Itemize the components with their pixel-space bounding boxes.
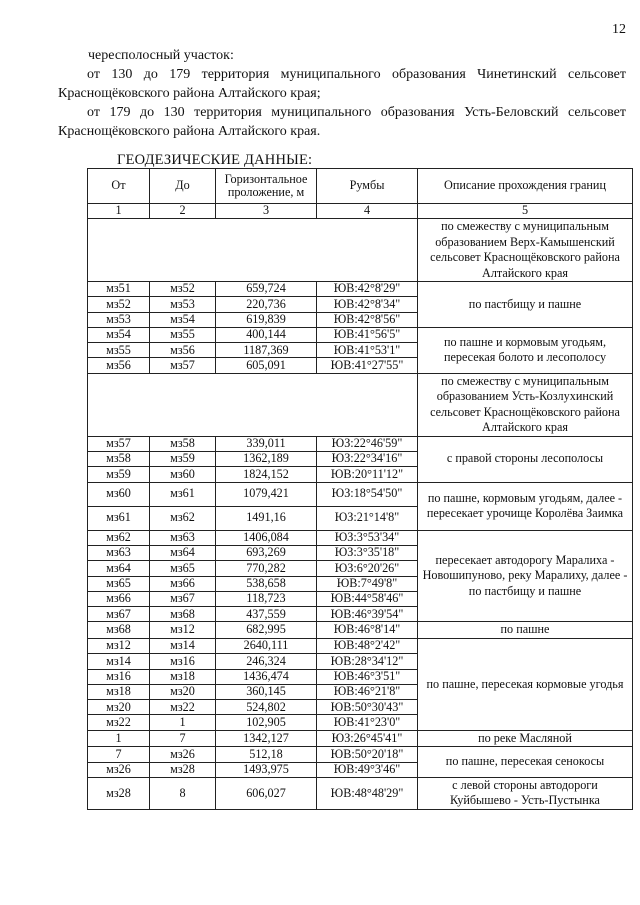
length-cell: 102,905 [216, 715, 317, 730]
from-cell: мз61 [88, 506, 150, 530]
table-row [88, 622, 633, 639]
blank-cell [88, 373, 418, 436]
blank-cell [88, 219, 418, 282]
bearing-cell: ЮВ:42°8'29" [317, 282, 418, 297]
to-cell: мз66 [150, 576, 216, 591]
to-cell: мз62 [150, 506, 216, 530]
to-cell: 7 [150, 730, 216, 747]
length-cell: 682,995 [216, 622, 317, 639]
length-cell: 1436,474 [216, 669, 317, 684]
length-cell: 246,324 [216, 654, 317, 669]
bearing-cell: ЮЗ:22°34'16" [317, 452, 418, 467]
description-cell: по пашне, пересекая кормовые угодья [418, 638, 633, 730]
length-cell: 659,724 [216, 282, 317, 297]
to-cell: мз67 [150, 591, 216, 606]
length-cell: 220,736 [216, 297, 317, 312]
length-cell: 538,658 [216, 576, 317, 591]
description-cell: по пастбищу и пашне [418, 282, 633, 328]
neighbor-row [88, 373, 633, 436]
from-cell: мз64 [88, 561, 150, 576]
bearing-cell: ЮВ:20°11'12" [317, 467, 418, 482]
table-row [88, 530, 633, 545]
bearing-cell: ЮВ:50°30'43" [317, 700, 418, 715]
bearing-cell: ЮВ:46°21'8" [317, 684, 418, 699]
from-cell: мз67 [88, 607, 150, 622]
to-cell: мз60 [150, 467, 216, 482]
from-cell: мз68 [88, 622, 150, 639]
from-cell: мз56 [88, 358, 150, 373]
header-row [88, 169, 633, 204]
column-number: 3 [216, 204, 317, 219]
header-from: От [88, 169, 150, 204]
length-cell: 770,282 [216, 561, 317, 576]
to-cell: мз18 [150, 669, 216, 684]
bearing-cell: ЮВ:50°20'18" [317, 747, 418, 762]
length-cell: 339,011 [216, 436, 317, 451]
length-cell: 400,144 [216, 327, 317, 342]
from-cell: мз63 [88, 545, 150, 560]
to-cell: мз16 [150, 654, 216, 669]
to-cell: мз53 [150, 297, 216, 312]
intro-paragraph: от 130 до 179 территория муниципального образования Чинетинский сельсовет Краснощёковского района Алтайского края; [58, 67, 626, 101]
to-cell: 1 [150, 715, 216, 730]
from-cell: мз26 [88, 762, 150, 777]
bearing-cell: ЮВ:28°34'12" [317, 654, 418, 669]
from-cell: мз28 [88, 777, 150, 809]
bearing-cell: ЮВ:42°8'34" [317, 297, 418, 312]
bearing-cell: ЮВ:7°49'8" [317, 576, 418, 591]
column-number: 1 [88, 204, 150, 219]
from-cell: мз52 [88, 297, 150, 312]
bearing-cell: ЮЗ:3°53'34" [317, 530, 418, 545]
description-cell: с правой стороны лесополосы [418, 436, 633, 482]
from-cell: мз66 [88, 591, 150, 606]
bearing-cell: ЮЗ:6°20'26" [317, 561, 418, 576]
from-cell: мз16 [88, 669, 150, 684]
length-cell: 118,723 [216, 591, 317, 606]
column-number: 2 [150, 204, 216, 219]
length-cell: 512,18 [216, 747, 317, 762]
from-cell: мз18 [88, 684, 150, 699]
bearing-cell: ЮЗ:3°35'18" [317, 545, 418, 560]
length-cell: 1079,421 [216, 482, 317, 506]
length-cell: 693,269 [216, 545, 317, 560]
description-cell: по смежеству с муниципальным образованием Усть-Козлухинский сельсовет Краснощёковского района Алтайского края [418, 373, 633, 436]
length-cell: 1406,084 [216, 530, 317, 545]
header-length: Горизонтальное проложение, м [216, 169, 317, 204]
bearing-cell: ЮЗ:18°54'50" [317, 482, 418, 506]
table-row [88, 747, 633, 762]
to-cell: мз26 [150, 747, 216, 762]
bearing-cell: ЮВ:41°53'1" [317, 343, 418, 358]
from-cell: мз57 [88, 436, 150, 451]
to-cell: мз54 [150, 312, 216, 327]
from-cell: мз60 [88, 482, 150, 506]
length-cell: 1187,369 [216, 343, 317, 358]
bearing-cell: ЮВ:44°58'46" [317, 591, 418, 606]
table-row [88, 482, 633, 506]
intro-paragraph: от 179 до 130 территория муниципального образования Усть-Беловский сельсовет Краснощёковского района Алтайского края. [58, 105, 626, 139]
to-cell: мз59 [150, 452, 216, 467]
table-row [88, 638, 633, 653]
from-cell: мз62 [88, 530, 150, 545]
description-cell: по смежеству с муниципальным образованием Верх-Камышенский сельсовет Краснощёковского района Алтайского края [418, 219, 633, 282]
description-cell: по пашне и кормовым угодьям, пересекая болото и лесополосу [418, 327, 633, 373]
to-cell: мз61 [150, 482, 216, 506]
section-title: ГЕОДЕЗИЧЕСКИЕ ДАННЫЕ: [117, 152, 313, 168]
to-cell: мз58 [150, 436, 216, 451]
bearing-cell: ЮЗ:21°14'8" [317, 506, 418, 530]
bearing-cell: ЮВ:49°3'46" [317, 762, 418, 777]
column-number: 4 [317, 204, 418, 219]
bearing-cell: ЮВ:46°8'14" [317, 622, 418, 639]
table-row [88, 436, 633, 451]
description-cell: по пашне, кормовым угодьям, далее - пересекает урочище Королёва Заимка [418, 482, 633, 530]
from-cell: 7 [88, 747, 150, 762]
from-cell: мз65 [88, 576, 150, 591]
from-cell: мз54 [88, 327, 150, 342]
table-row [88, 282, 633, 297]
to-cell: мз63 [150, 530, 216, 545]
from-cell: 1 [88, 730, 150, 747]
from-cell: мз20 [88, 700, 150, 715]
from-cell: мз55 [88, 343, 150, 358]
from-cell: мз12 [88, 638, 150, 653]
header-bearing: Румбы [317, 169, 418, 204]
bearing-cell: ЮВ:46°3'51" [317, 669, 418, 684]
to-cell: мз56 [150, 343, 216, 358]
bearing-cell: ЮВ:41°56'5" [317, 327, 418, 342]
bearing-cell: ЮВ:42°8'56" [317, 312, 418, 327]
to-cell: мз28 [150, 762, 216, 777]
from-cell: мз22 [88, 715, 150, 730]
to-cell: мз20 [150, 684, 216, 699]
from-cell: мз14 [88, 654, 150, 669]
to-cell: мз55 [150, 327, 216, 342]
length-cell: 437,559 [216, 607, 317, 622]
column-number-row [88, 204, 633, 219]
to-cell: мз64 [150, 545, 216, 560]
bearing-cell: ЮЗ:26°45'41" [317, 730, 418, 747]
to-cell: мз52 [150, 282, 216, 297]
from-cell: мз59 [88, 467, 150, 482]
description-cell: по пашне [418, 622, 633, 639]
length-cell: 1493,975 [216, 762, 317, 777]
bearing-cell: ЮВ:48°2'42" [317, 638, 418, 653]
length-cell: 2640,111 [216, 638, 317, 653]
bearing-cell: ЮВ:46°39'54" [317, 607, 418, 622]
to-cell: мз22 [150, 700, 216, 715]
length-cell: 1362,189 [216, 452, 317, 467]
bearing-cell: ЮВ:41°23'0" [317, 715, 418, 730]
page-number: 12 [612, 22, 626, 37]
length-cell: 1491,16 [216, 506, 317, 530]
from-cell: мз53 [88, 312, 150, 327]
description-cell: с левой стороны автодороги Куйбышево - Усть-Пустынка [418, 777, 633, 809]
bearing-cell: ЮЗ:22°46'59" [317, 436, 418, 451]
to-cell: мз68 [150, 607, 216, 622]
description-cell: пересекает автодорогу Маралиха - Новошипуново, реку Маралиху, далее - по пастбищу и пашне [418, 530, 633, 622]
to-cell: мз57 [150, 358, 216, 373]
table-row [88, 327, 633, 342]
column-number: 5 [418, 204, 633, 219]
length-cell: 606,027 [216, 777, 317, 809]
to-cell: мз14 [150, 638, 216, 653]
from-cell: мз51 [88, 282, 150, 297]
description-cell: по пашне, пересекая сенокосы [418, 747, 633, 778]
table-row [88, 777, 633, 809]
bearing-cell: ЮВ:41°27'55" [317, 358, 418, 373]
to-cell: 8 [150, 777, 216, 809]
from-cell: мз58 [88, 452, 150, 467]
length-cell: 1824,152 [216, 467, 317, 482]
intro-text [58, 46, 626, 141]
to-cell: мз12 [150, 622, 216, 639]
neighbor-row [88, 219, 633, 282]
intro-line: чересполосный участок: [88, 48, 234, 63]
length-cell: 524,802 [216, 700, 317, 715]
bearing-cell: ЮВ:48°48'29" [317, 777, 418, 809]
to-cell: мз65 [150, 561, 216, 576]
table-row [88, 730, 633, 747]
length-cell: 1342,127 [216, 730, 317, 747]
length-cell: 619,839 [216, 312, 317, 327]
length-cell: 360,145 [216, 684, 317, 699]
description-cell: по реке Масляной [418, 730, 633, 747]
header-to: До [150, 169, 216, 204]
length-cell: 605,091 [216, 358, 317, 373]
header-description: Описание прохождения границ [418, 169, 633, 204]
geodetic-table [87, 168, 633, 810]
